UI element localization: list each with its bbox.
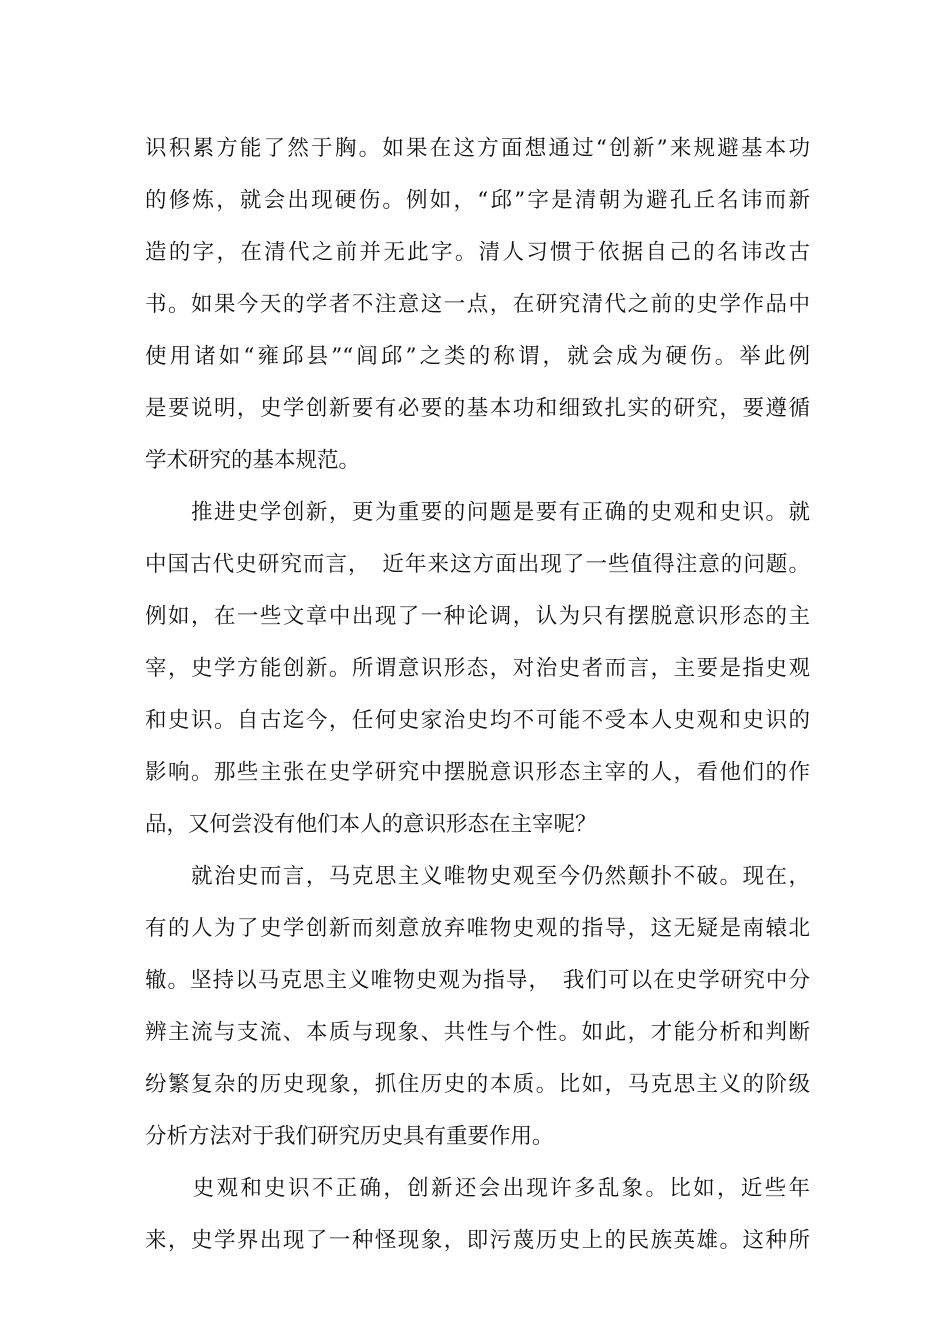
text-line: 学术研究的基本规范。: [145, 448, 361, 473]
text-line: 分析方法对于我们研究历史具有重要作用。: [145, 1124, 554, 1149]
text-line: 书。如果今天的学者不注意这一点，在研究清代之前的史学作品中: [145, 292, 810, 317]
text-line: 纷繁复杂的历史现象，抓住历史的本质。比如，马克思主义的阶级: [145, 1072, 810, 1097]
text-line: 中国古代史研究而言， 近年来这方面出现了一些值得注意的问题。: [145, 552, 810, 577]
text-line: 宰，史学方能创新。所谓意识形态，对治史者而言，主要是指史观: [145, 656, 810, 681]
text-line: 是要说明，史学创新要有必要的基本功和细致扎实的研究，要遵循: [145, 396, 810, 421]
text-line: 例如，在一些文章中出现了一种论调，认为只有摆脱意识形态的主: [145, 604, 810, 629]
text-line: 辙。坚持以马克思主义唯物史观为指导， 我们可以在史学研究中分: [145, 968, 810, 993]
document-body: [145, 123, 810, 1267]
text-line: 史观和史识不正确，创新还会出现许多乱象。比如，近些年: [145, 1176, 810, 1201]
text-line: 使用诸如“雍邱县”“闾邱”之类的称谓，就会成为硬伤。举此例: [145, 344, 810, 369]
text-line: 的修炼，就会出现硬伤。例如，“邱”字是清朝为避孔丘名讳而新: [145, 188, 810, 213]
text-line: 品，又何尝没有他们本人的意识形态在主宰呢？: [145, 812, 597, 837]
text-line: 和史识。自古迄今，任何史家治史均不可能不受本人史观和史识的: [145, 708, 810, 733]
text-line: 就治史而言，马克思主义唯物史观至今仍然颠扑不破。现在，: [145, 864, 810, 889]
text-line: 造的字，在清代之前并无此字。清人习惯于依据自己的名讳改古: [145, 240, 810, 265]
text-line: 辨主流与支流、本质与现象、共性与个性。如此，才能分析和判断: [145, 1020, 810, 1045]
text-line: 影响。那些主张在史学研究中摆脱意识形态主宰的人，看他们的作: [145, 760, 810, 785]
text-line: 推进史学创新，更为重要的问题是要有正确的史观和史识。就: [145, 500, 810, 525]
text-line: 来，史学界出现了一种怪现象，即污蔑历史上的民族英雄。这种所: [145, 1228, 810, 1253]
text-line: 有的人为了史学创新而刻意放弃唯物史观的指导，这无疑是南辕北: [145, 916, 810, 941]
text-line: 识积累方能了然于胸。如果在这方面想通过“创新”来规避基本功: [145, 136, 810, 161]
